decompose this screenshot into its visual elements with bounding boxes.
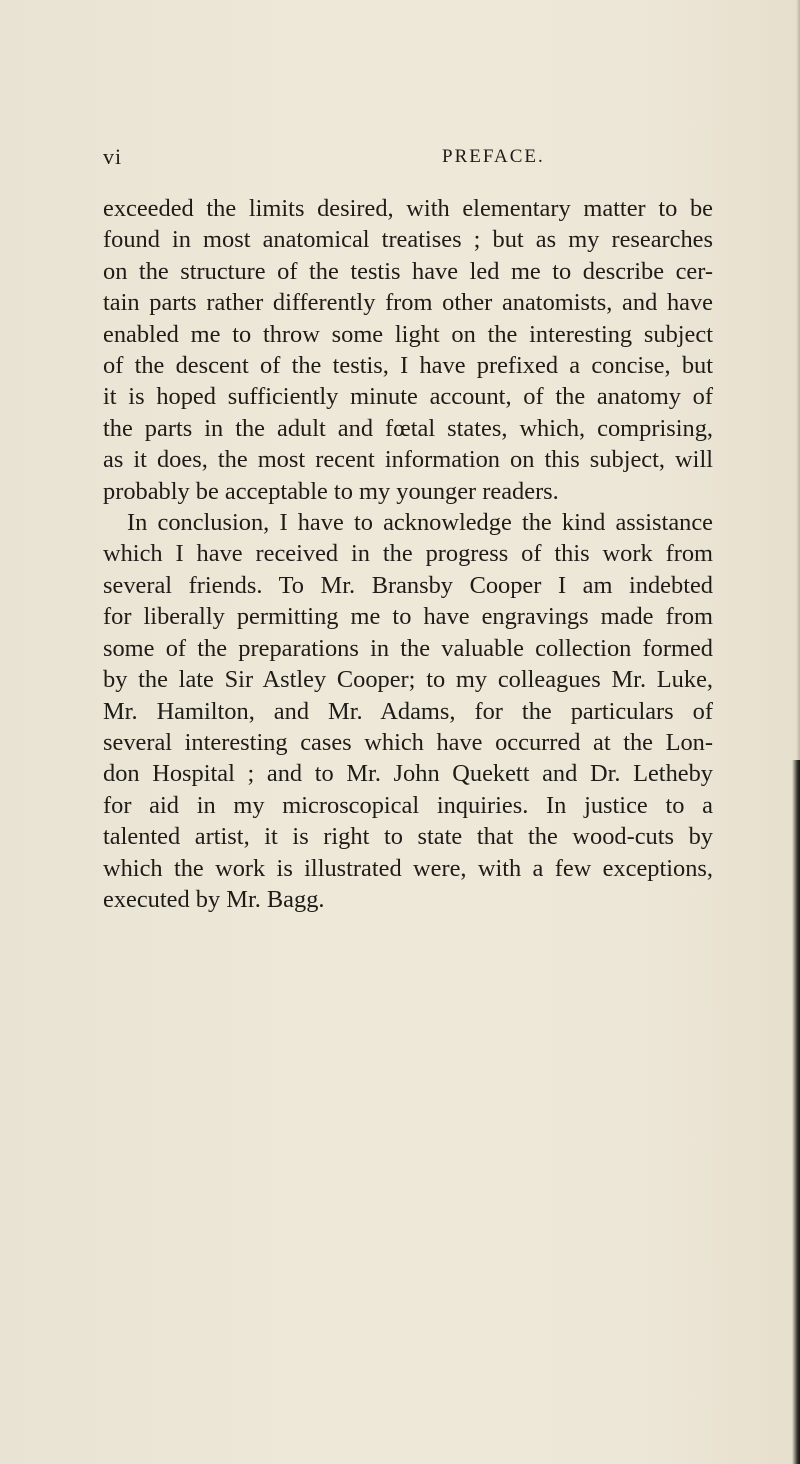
- text-line: which the work is illustrated were, with a few exceptions,: [103, 854, 713, 882]
- paragraph-end-line: probably be acceptable to my younger readers.: [103, 477, 559, 505]
- text-line: by the late Sir Astley Cooper; to my colleagues Mr. Luke,: [103, 666, 713, 694]
- text-line: several friends. To Mr. Bransby Cooper I am indebted: [103, 571, 713, 599]
- text-line: don Hospital ; and to Mr. John Quekett and Dr. Letheby: [103, 760, 713, 788]
- text-line: tain parts rather differently from other anatomists, and have: [103, 289, 713, 317]
- text-line: talented artist, it is right to state that the wood-cuts by: [103, 823, 713, 851]
- text-line: some of the preparations in the valuable collection formed: [103, 634, 713, 662]
- page-number: vi: [103, 144, 123, 169]
- page-edge-shadow-upper: [796, 0, 800, 760]
- text-line: of the descent of the testis, I have prefixed a concise, but: [103, 352, 713, 380]
- text-line: on the structure of the testis have led me to describe cer-: [103, 257, 713, 285]
- text-line: as it does, the most recent information on this subject, will: [103, 446, 713, 474]
- text-line: Mr. Hamilton, and Mr. Adams, for the particulars of: [103, 697, 713, 725]
- text-line: the parts in the adult and fœtal states, which, comprising,: [103, 414, 713, 442]
- page-header: [103, 144, 713, 174]
- text-line: for liberally permitting me to have engravings made from: [103, 603, 713, 631]
- text-line: enabled me to throw some light on the interesting subject: [103, 320, 713, 348]
- text-line: several interesting cases which have occurred at the Lon-: [103, 728, 713, 756]
- text-line: it is hoped sufficiently minute account, of the anatomy of: [103, 383, 713, 411]
- body-text: [103, 193, 713, 915]
- text-line: exceeded the limits desired, with elementary matter to be: [103, 195, 713, 222]
- paragraph-start-line: In conclusion, I have to acknowledge the kind assistance: [127, 509, 713, 537]
- text-line: for aid in my microscopical inquiries. In justice to a: [103, 791, 713, 819]
- paragraph-end-line: executed by Mr. Bagg.: [103, 885, 325, 913]
- running-head: PREFACE.: [442, 146, 545, 167]
- page-edge-shadow: [792, 760, 800, 1464]
- text-line: which I have received in the progress of this work from: [103, 540, 713, 568]
- text-line: found in most anatomical treatises ; but as my researches: [103, 226, 713, 254]
